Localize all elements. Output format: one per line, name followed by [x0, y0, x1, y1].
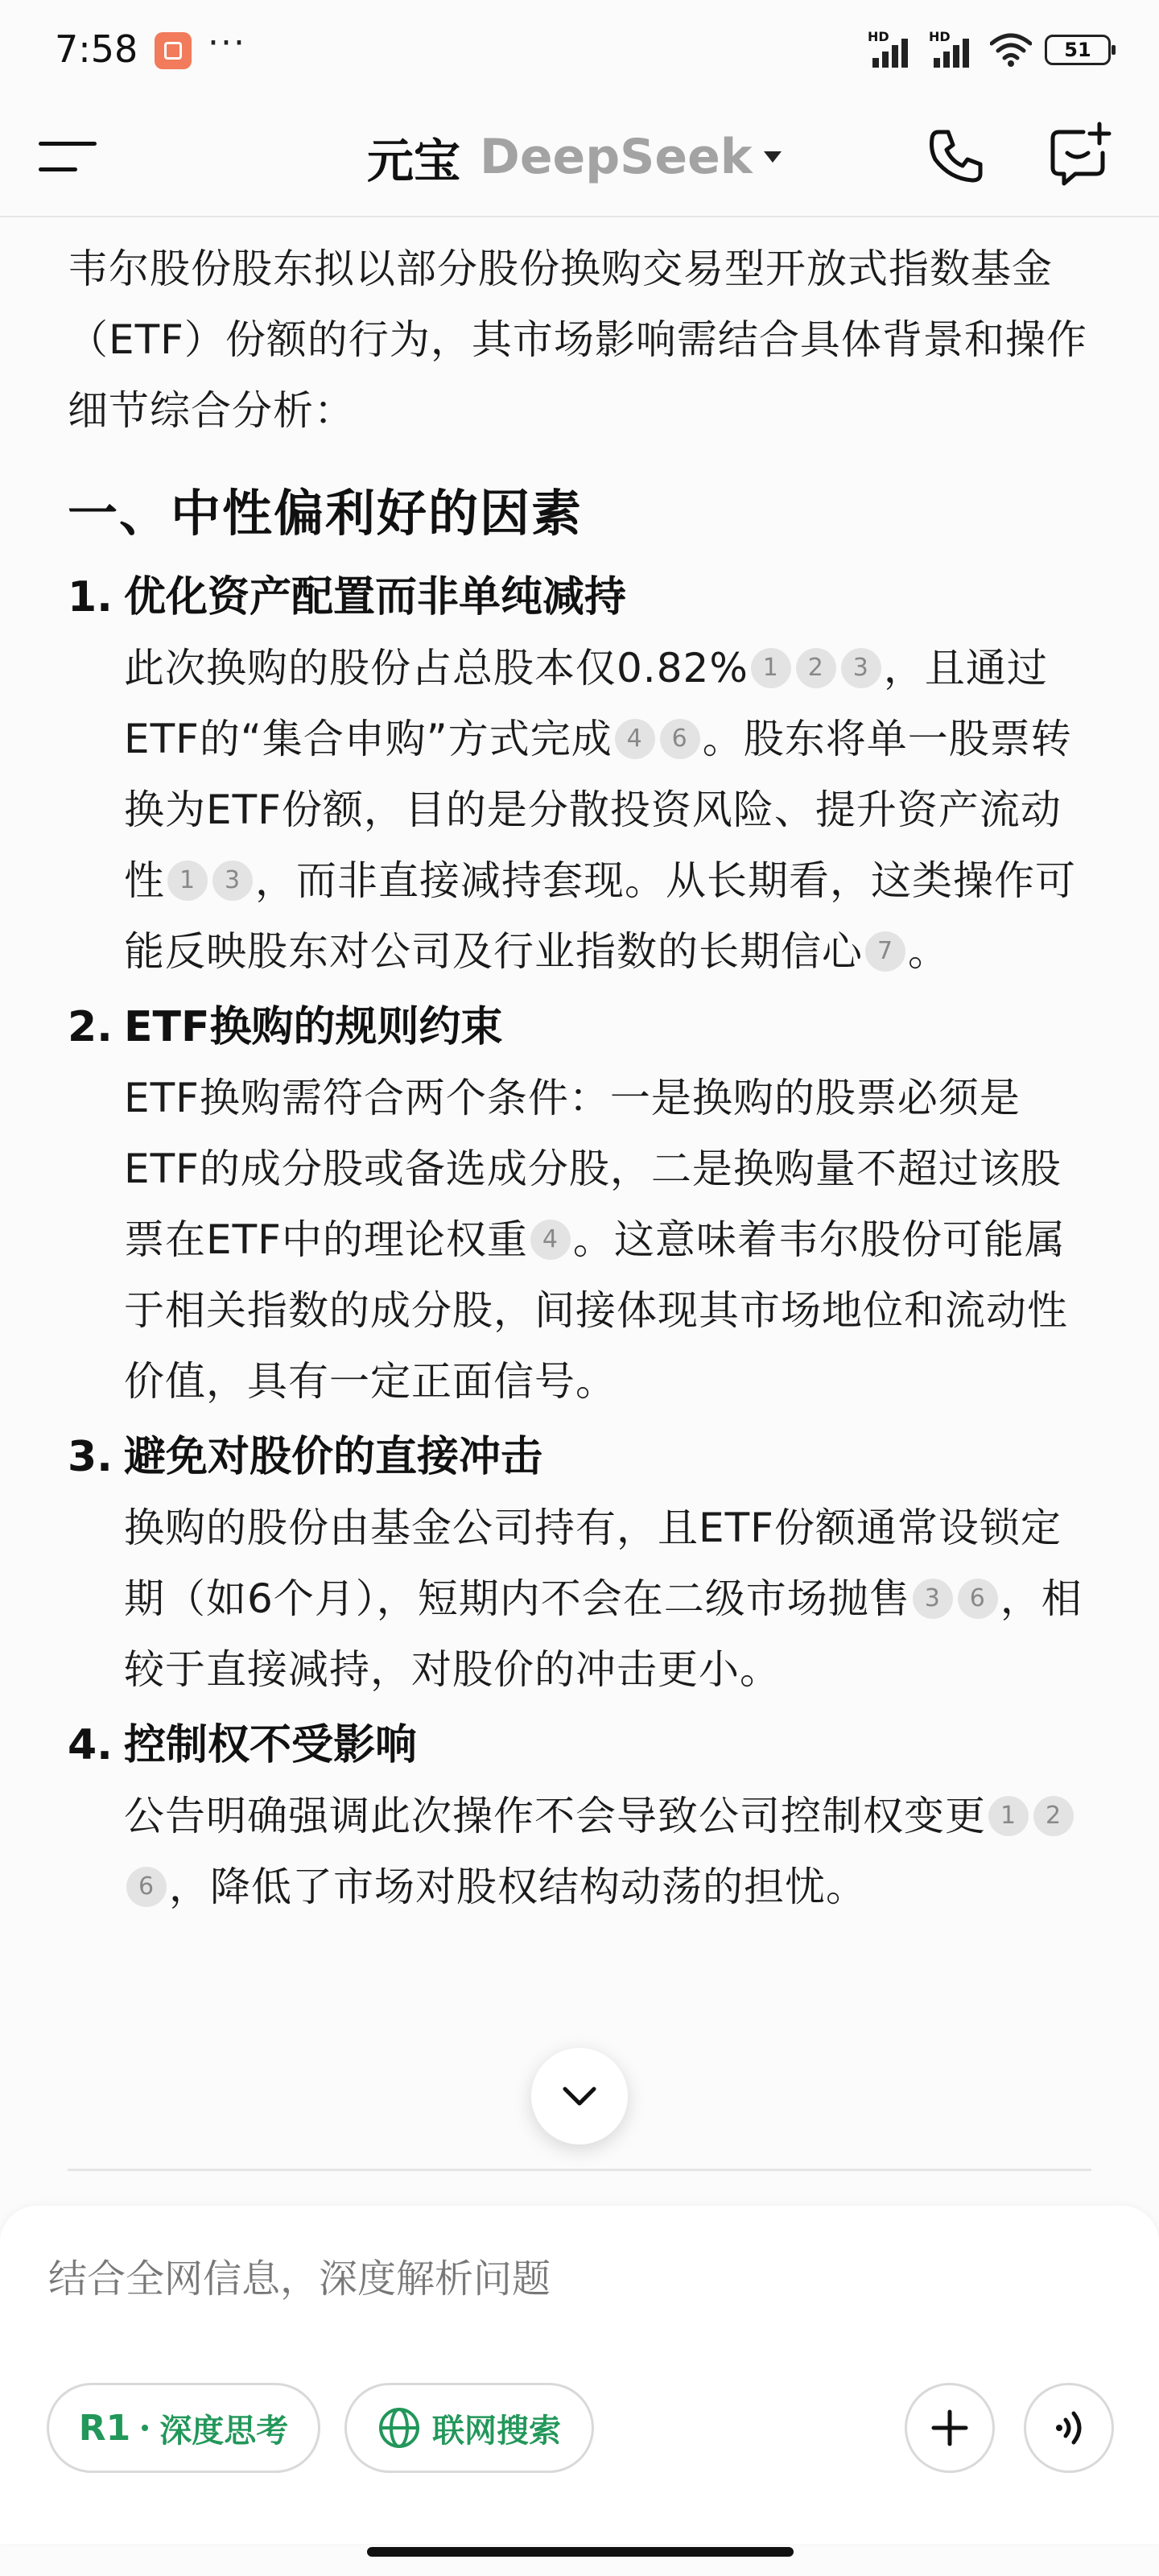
- list-item-body: [124, 1781, 1091, 1922]
- add-attachment-button[interactable]: [905, 2383, 995, 2473]
- scroll-to-bottom-button[interactable]: [531, 2048, 628, 2145]
- citation-badge[interactable]: 2: [1033, 1796, 1074, 1836]
- deep-think-label: 深度思考: [159, 2412, 289, 2450]
- model-name: DeepSeek: [480, 129, 753, 185]
- list-item-number: 2.: [68, 1003, 113, 1051]
- list-item-number: 3.: [68, 1433, 113, 1481]
- deep-think-toggle[interactable]: [47, 2383, 320, 2473]
- list-item-title: ETF换购的规则约束: [124, 1003, 503, 1051]
- intro-paragraph: 韦尔股份股东拟以部分股份换购交易型开放式指数基金（ETF）份额的行为，其市场影响需结合具体背景和操作细节综合分析：: [68, 246, 1087, 434]
- status-icons: [868, 29, 1111, 71]
- battery-indicator: 51: [1045, 35, 1111, 65]
- cellular-signal-icon: [868, 29, 916, 68]
- plus-icon: [929, 2407, 971, 2449]
- web-search-label: 联网搜索: [432, 2412, 561, 2450]
- status-time: 7:58: [55, 27, 138, 71]
- citation-badge[interactable]: 4: [530, 1220, 571, 1260]
- voice-input-button[interactable]: [1024, 2383, 1114, 2473]
- menu-icon[interactable]: [39, 132, 97, 180]
- citation-badge[interactable]: 2: [796, 648, 836, 688]
- separator-dot: [142, 2425, 148, 2431]
- cellular-signal-icon-2: [929, 29, 977, 68]
- signal-hd-label: HD: [868, 29, 889, 44]
- list-item: [68, 1422, 1091, 1705]
- citation-badge[interactable]: 7: [865, 931, 905, 972]
- list-item-title: 避免对股价的直接冲击: [124, 1433, 543, 1481]
- wifi-icon: [990, 32, 1032, 68]
- new-chat-icon[interactable]: [1046, 121, 1114, 188]
- body-text: ETF换购需符合两个条件：一是换购的股票必须是ETF的成分股或备选成分股，二是换购量不超过该股票在ETF中的理论权重: [124, 1075, 1062, 1263]
- citation-badge[interactable]: 1: [988, 1796, 1029, 1836]
- signal-hd-label-2: HD: [929, 29, 951, 44]
- body-text: 公告明确强调此次操作不会导致公司控制权变更: [124, 1793, 986, 1839]
- home-indicator[interactable]: [367, 2547, 794, 2557]
- body-text: 此次换购的股份占总股本仅0.82%: [124, 645, 749, 691]
- section-heading: 一、中性偏利好的因素: [68, 484, 584, 543]
- list-item-body: [124, 1063, 1091, 1417]
- status-bar: [0, 0, 1159, 97]
- model-selector[interactable]: [367, 121, 782, 193]
- app-title: 元宝: [367, 134, 461, 188]
- globe-icon: [377, 2406, 421, 2450]
- body-text: 。这意味着韦尔股份可能属于相关指数的成分股，间接体现其市场地位和流动性价值，具有一定正面信号。: [124, 1216, 1068, 1405]
- list-item-body: [124, 1492, 1091, 1705]
- citation-badge[interactable]: 1: [167, 861, 208, 901]
- list-item-body: [124, 633, 1091, 987]
- citation-badge[interactable]: 4: [615, 719, 655, 759]
- list-item-number: 4.: [68, 1721, 113, 1769]
- citation-badge[interactable]: 6: [660, 719, 700, 759]
- citation-badge[interactable]: 1: [751, 648, 791, 688]
- web-search-toggle[interactable]: [344, 2383, 594, 2473]
- voice-wave-icon: [1048, 2407, 1090, 2449]
- r1-badge: R1: [78, 2407, 131, 2449]
- citation-badge[interactable]: 3: [841, 648, 881, 688]
- citation-badge[interactable]: 6: [958, 1579, 998, 1619]
- answer-content: [68, 233, 1091, 1922]
- body-text: 。: [908, 928, 949, 975]
- body-text: ，降低了市场对股权结构动荡的担忧。: [169, 1864, 867, 1910]
- chevron-down-icon: [560, 2084, 599, 2108]
- citation-badge[interactable]: 6: [126, 1867, 167, 1907]
- notification-app-icon: [155, 32, 192, 69]
- more-notifications-icon: ···: [208, 23, 246, 64]
- list-item-title: 优化资产配置而非单纯减持: [124, 573, 627, 621]
- body-text: ，而非直接减持套现。从长期看，这类操作可能反映股东对公司及行业指数的长期信心: [124, 857, 1076, 975]
- list-item-title: 控制权不受影响: [124, 1721, 418, 1769]
- phone-icon[interactable]: [924, 124, 988, 188]
- list-item: [68, 562, 1091, 987]
- caret-down-icon: [764, 151, 782, 163]
- body-text: ，且通过ETF的“集合申购”方式完成: [124, 645, 1048, 762]
- message-input[interactable]: [47, 2238, 855, 2320]
- list-item-number: 1.: [68, 573, 113, 621]
- body-text: ，相较于直接减持，对股价的冲击更小。: [124, 1575, 1083, 1693]
- app-header: [0, 97, 1159, 217]
- list-item: [68, 1710, 1091, 1922]
- body-text: 。股东将单一股票转换为ETF份额，目的是分散投资风险、提升资产流动性: [124, 716, 1072, 904]
- divider: [68, 2169, 1091, 2171]
- list-item: [68, 992, 1091, 1417]
- body-text: 换购的股份由基金公司持有，且ETF份额通常设锁定期（如6个月），短期内不会在二级市场抛售: [124, 1505, 1062, 1622]
- citation-badge[interactable]: 3: [212, 861, 253, 901]
- composer: [0, 2206, 1159, 2544]
- citation-badge[interactable]: 3: [913, 1579, 953, 1619]
